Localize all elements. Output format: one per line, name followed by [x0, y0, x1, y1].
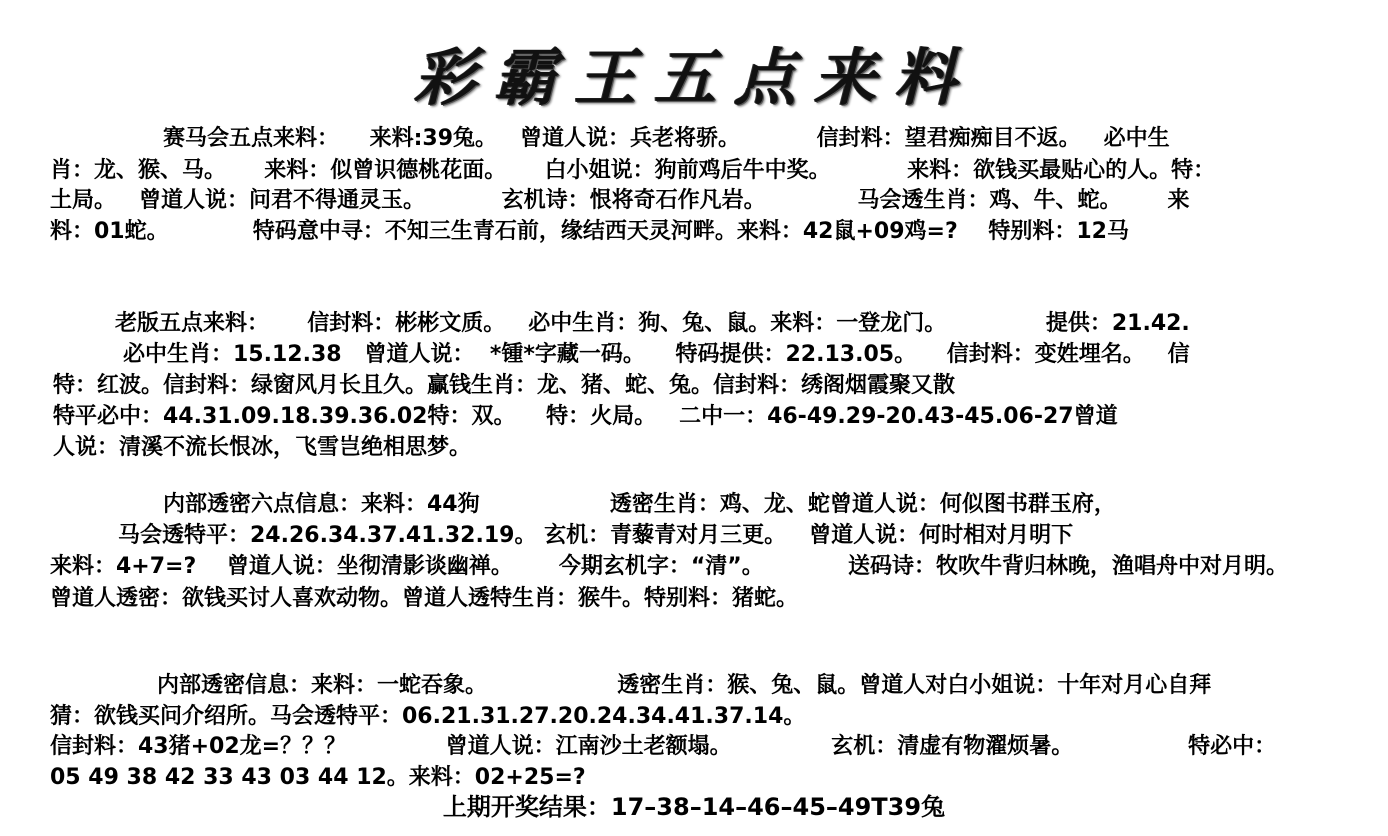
section-4-line-2: 猜：欲钱买问介绍所。马会透特平：06.21.31.27.20.24.34.41.37.14。	[50, 704, 806, 729]
section-4-line-4: 05 49 38 42 33 43 03 44 12。来料：02+25=?	[50, 765, 586, 790]
section-1-line-3: 土局。 曾道人说：问君不得通灵玉。 玄机诗：恨将奇石作凡岩。 马会透生肖：鸡、牛、蛇。 来	[50, 188, 1190, 213]
section-2-line-2: 必中生肖：15.12.38 曾道人说： *锺*字藏一码。 特码提供：22.13.05。 信封料：变姓埋名。 信	[123, 342, 1190, 367]
section-2-line-5: 人说：清溪不流长恨冰，飞雪岂绝相思梦。	[53, 435, 472, 460]
section-3-line-2: 马会透特平：24.26.34.37.41.32.19。 玄机：青藜青对月三更。 曾道人说：何时相对月明下	[118, 523, 1074, 548]
section-3-line-3: 来料：4+7=? 曾道人说：坐彻清影谈幽禅。 今期玄机字：“清”。 送码诗：牧吹牛背归林晚，渔唱舟中对月明。	[50, 554, 1289, 579]
section-4-line-3: 信封料：43猪+02龙=？？？ 曾道人说：江南沙土老额塌。 玄机：清虚有物濯烦暑。 特必中：	[50, 734, 1277, 759]
section-3-line-1: 内部透密六点信息：来料：44狗 透密生肖：鸡、龙、蛇曾道人说：何似图书群玉府，	[163, 492, 1116, 517]
section-1-line-2: 肖：龙、猴、马。 来料：似曾识德桃花面。 白小姐说：狗前鸡后牛中奖。 来料：欲钱买最贴心的人。特：	[50, 158, 1216, 183]
section-2-line-3: 特：红波。信封料：绿窗风月长且久。赢钱生肖：龙、猪、蛇、兔。信封料：绣阁烟霞聚又散	[53, 373, 956, 398]
page-title: 彩霸王五点来料	[413, 41, 974, 114]
section-1-line-1: 赛马会五点来料： 来料:39兔。 曾道人说：兵老将骄。 信封料：望君痴痴目不返。 必中生	[163, 126, 1170, 151]
section-4-line-1: 内部透密信息：来料：一蛇吞象。 透密生肖：猴、兔、鼠。曾道人对白小姐说：十年对月心自拜	[157, 673, 1212, 698]
section-2-line-4: 特平必中：44.31.09.18.39.36.02特：双。 特：火局。 二中一：46-49.29-20.43-45.06-27曾道	[53, 404, 1118, 429]
section-2-line-1: 老版五点来料： 信封料：彬彬文质。 必中生肖：狗、兔、鼠。来料：一登龙门。 提供：21.42.	[115, 311, 1190, 336]
section-1-line-4: 料：01蛇。 特码意中寻：不知三生青石前，缘结西天灵河畔。来料：42鼠+09鸡=? 特别料：12马	[50, 219, 1129, 244]
last-draw-result: 上期开奖结果：17–38–14–46–45–49T39兔	[442, 793, 946, 821]
section-3-line-4: 曾道人透密：欲钱买讨人喜欢动物。曾道人透特生肖：猴牛。特别料：猪蛇。	[50, 586, 799, 611]
